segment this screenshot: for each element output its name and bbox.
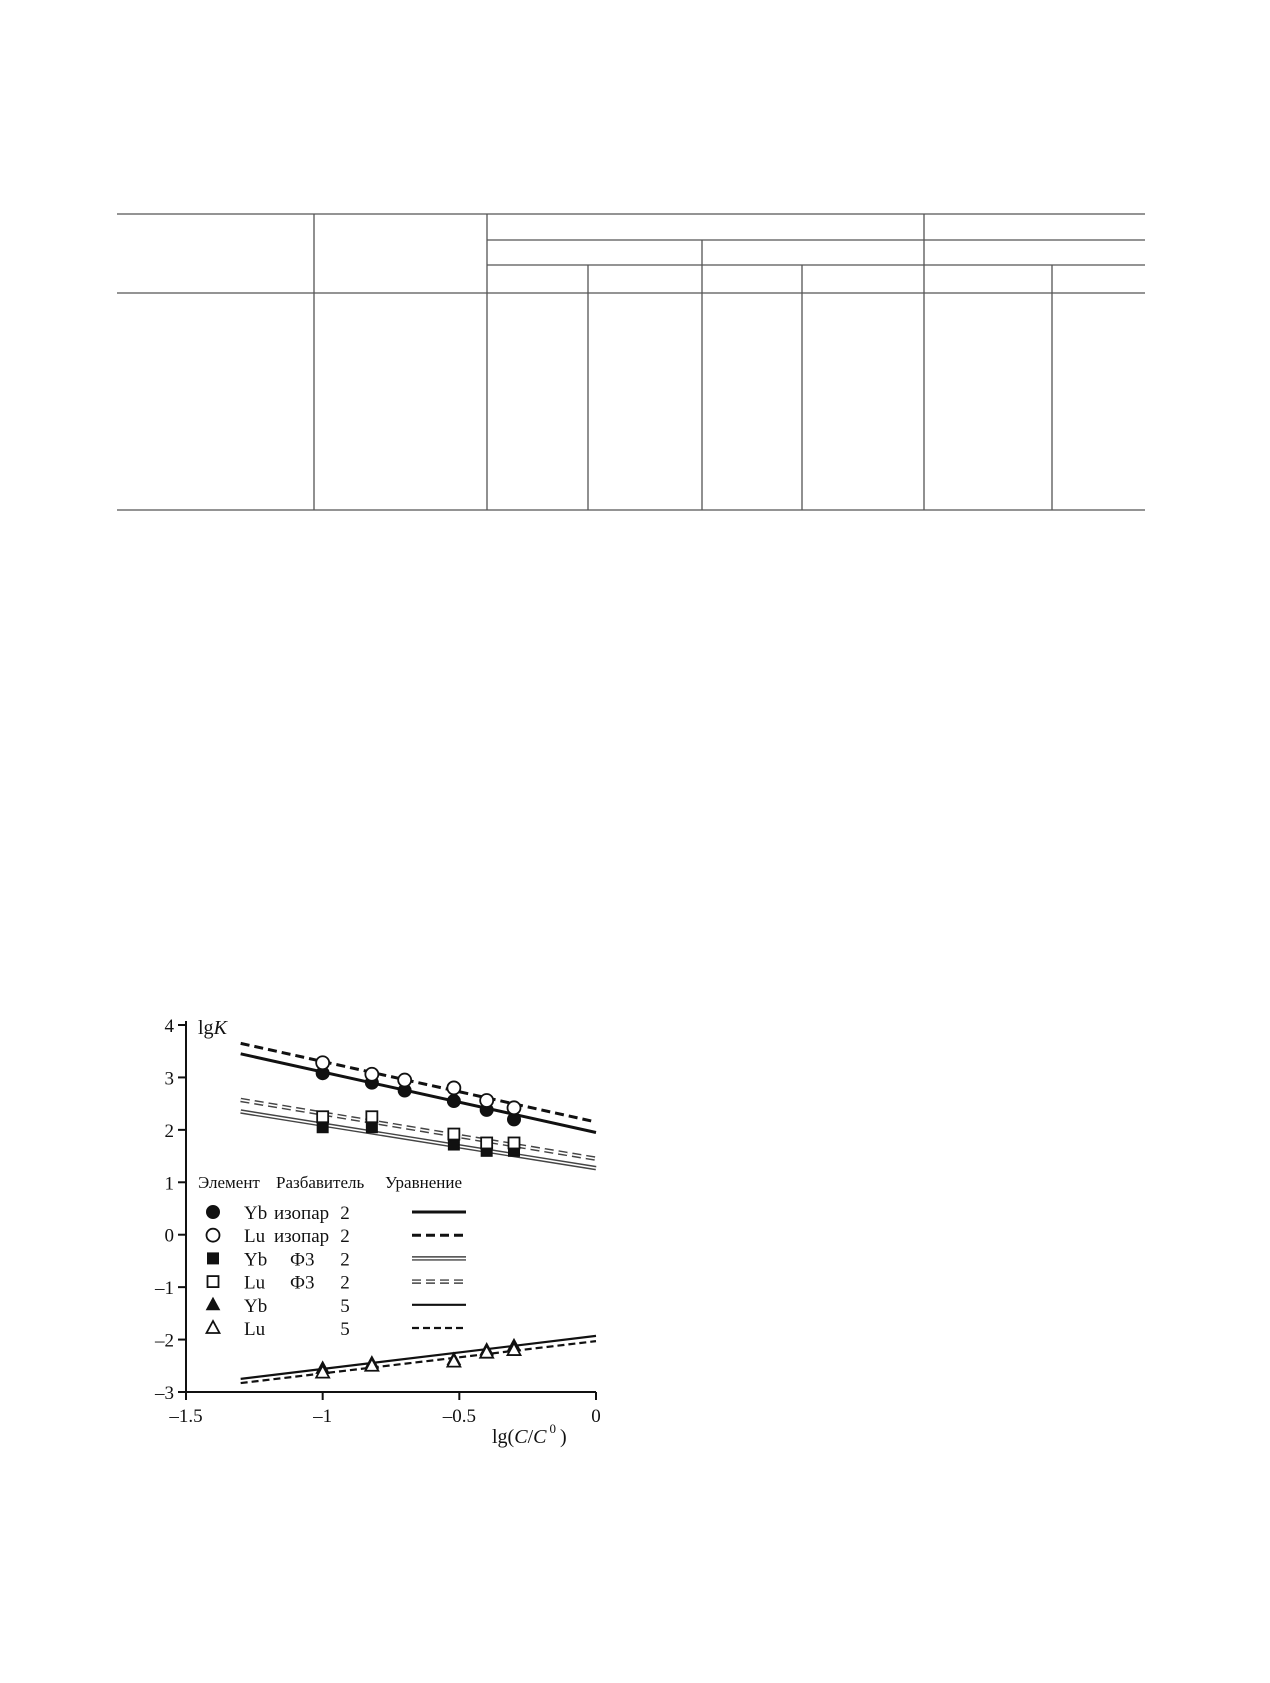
y-axis-title: lgK xyxy=(198,1017,227,1039)
data-point-series-3 xyxy=(366,1122,377,1133)
data-point-series-4 xyxy=(448,1129,459,1140)
legend-equation-5: 5 xyxy=(340,1295,350,1317)
data-point-series-1 xyxy=(447,1095,460,1108)
y-tick-label: –2 xyxy=(155,1330,174,1352)
legend-element-6: Lu xyxy=(244,1319,266,1340)
x-tick-label: –0.5 xyxy=(442,1406,476,1427)
fit-line-6-stroke xyxy=(241,1341,596,1383)
legend-diluent-2: изопар xyxy=(274,1226,330,1248)
data-point-series-4 xyxy=(317,1111,328,1122)
y-tick-label: 1 xyxy=(164,1173,174,1195)
legend-header-diluent: Разбавитель xyxy=(276,1173,365,1192)
data-point-series-2 xyxy=(365,1068,378,1081)
legend-header-equation: Уравнение xyxy=(385,1173,462,1192)
legend-marker-1 xyxy=(207,1206,220,1219)
y-tick-label: –1 xyxy=(155,1278,174,1300)
legend-diluent-1: изопар xyxy=(274,1203,330,1224)
legend-marker-6 xyxy=(207,1321,220,1333)
x-tick-label: –1.5 xyxy=(169,1406,203,1427)
legend-equation-4: 2 xyxy=(340,1272,350,1294)
legend-element-1: Yb xyxy=(244,1203,268,1224)
legend-header-element: Элемент xyxy=(198,1173,260,1192)
legend-diluent-3: Ф3 xyxy=(290,1249,315,1271)
y-tick-label: 2 xyxy=(164,1120,174,1142)
data-point-series-4 xyxy=(509,1137,520,1148)
fit-line-2-stroke xyxy=(241,1043,596,1122)
y-tick-label: –3 xyxy=(155,1383,174,1404)
data-point-series-4 xyxy=(366,1111,377,1122)
y-tick-label: 3 xyxy=(164,1068,174,1090)
legend-element-3: Yb xyxy=(244,1249,268,1271)
legend-equation-3: 2 xyxy=(340,1249,350,1271)
data-point-series-4 xyxy=(481,1137,492,1148)
legend-marker-3 xyxy=(208,1253,219,1264)
legend-equation-2: 2 xyxy=(340,1226,350,1248)
legend-element-4: Lu xyxy=(244,1272,266,1294)
data-point-series-2 xyxy=(447,1081,460,1094)
y-tick-label: 0 xyxy=(164,1225,174,1247)
legend-equation-6: 5 xyxy=(340,1319,350,1340)
y-tick-label: 4 xyxy=(164,1016,174,1037)
fit-line-5 xyxy=(241,1336,596,1379)
legend-marker-2 xyxy=(207,1229,220,1242)
legend xyxy=(198,1173,466,1340)
data-point-series-3 xyxy=(317,1122,328,1133)
data-point-series-3 xyxy=(448,1139,459,1150)
legend-marker-4 xyxy=(208,1276,219,1287)
data-point-series-2 xyxy=(398,1074,411,1087)
data-point-series-2 xyxy=(316,1056,329,1069)
fit-line-5-stroke xyxy=(241,1336,596,1379)
legend-element-5: Yb xyxy=(244,1295,268,1317)
fit-line-2 xyxy=(241,1043,596,1122)
data-point-series-2 xyxy=(508,1101,521,1114)
legend-element-2: Lu xyxy=(244,1226,266,1248)
x-axis-title: lg(C/C $^0$ ) xyxy=(492,1421,567,1448)
x-tick-label: 0 xyxy=(591,1406,601,1427)
fit-line-6 xyxy=(241,1341,596,1383)
legend-diluent-4: Ф3 xyxy=(290,1272,315,1294)
x-tick-label: –1 xyxy=(313,1406,333,1427)
legend-equation-1: 2 xyxy=(340,1203,350,1224)
data-point-series-2 xyxy=(480,1094,493,1107)
legend-marker-5 xyxy=(207,1298,220,1310)
